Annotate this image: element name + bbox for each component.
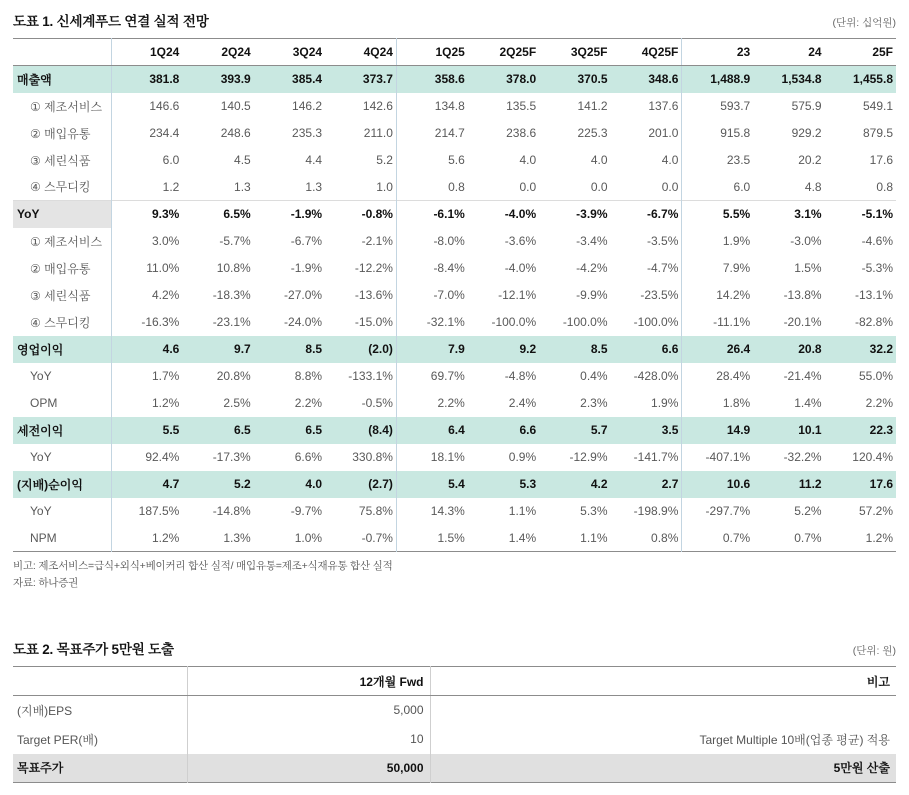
value-cell: 5,000 bbox=[187, 696, 430, 725]
table-row bbox=[13, 390, 896, 417]
header-row bbox=[13, 667, 896, 696]
value-cell: -4.2% bbox=[576, 261, 608, 275]
value-cell: 1.2% bbox=[152, 530, 180, 545]
column-header: 12개월 Fwd bbox=[187, 667, 430, 696]
row-label: (지배)순이익 bbox=[13, 471, 111, 498]
value-cell: 238.6 bbox=[506, 126, 537, 140]
value-cell: 10.8% bbox=[216, 261, 251, 275]
value-cell: -16.3% bbox=[141, 315, 180, 329]
figure1-section bbox=[13, 10, 896, 592]
value-cell: -17.3% bbox=[212, 450, 251, 464]
value-cell: 0.9% bbox=[508, 450, 537, 464]
value-cell: 135.5 bbox=[506, 99, 537, 113]
value-cell: 9.2 bbox=[468, 336, 539, 363]
value-cell: 1.3% bbox=[223, 530, 251, 545]
value-cell: 17.6 bbox=[869, 153, 893, 167]
target-price-table-body bbox=[13, 696, 896, 783]
value-cell: 915.8 bbox=[720, 126, 751, 140]
value-cell: -14.8% bbox=[212, 504, 251, 518]
value-cell: -1.9% bbox=[254, 201, 325, 228]
value-cell: 393.9 bbox=[182, 66, 253, 93]
value-cell: -6.7% bbox=[611, 201, 682, 228]
value-cell: -23.1% bbox=[212, 315, 251, 329]
value-cell: -20.1% bbox=[783, 315, 822, 329]
column-header: 4Q25F bbox=[611, 39, 682, 66]
table-row bbox=[13, 120, 896, 147]
value-cell: 26.4 bbox=[682, 336, 753, 363]
value-cell: 9.3% bbox=[111, 201, 182, 228]
value-cell: -27.0% bbox=[284, 288, 323, 302]
value-cell: 1.9% bbox=[611, 390, 682, 417]
value-cell: 57.2% bbox=[858, 504, 893, 518]
row-label: YoY bbox=[13, 444, 111, 471]
row-label: (지배)EPS bbox=[13, 696, 187, 725]
value-cell: -5.1% bbox=[825, 201, 896, 228]
row-label: 영업이익 bbox=[13, 336, 111, 363]
value-cell: -6.7% bbox=[290, 234, 323, 248]
value-cell: 4.0 bbox=[254, 471, 325, 498]
value-cell: 8.5 bbox=[254, 336, 325, 363]
value-cell: 1.0 bbox=[325, 174, 396, 201]
value-cell: 2.2% bbox=[294, 396, 323, 410]
value-cell: 381.8 bbox=[111, 66, 182, 93]
figure2-title: 도표 2. 목표주가 5만원 도출 bbox=[13, 642, 174, 657]
value-cell: 1.0% bbox=[294, 530, 323, 545]
value-cell: -297.7% bbox=[705, 504, 751, 518]
column-header: 25F bbox=[825, 39, 896, 66]
value-cell: 32.2 bbox=[825, 336, 896, 363]
value-cell: 5.6 bbox=[448, 153, 465, 167]
row-label: 목표주가 bbox=[13, 754, 187, 783]
value-cell: -23.5% bbox=[611, 282, 682, 309]
value-cell: 23.5 bbox=[726, 153, 751, 167]
value-cell: 142.6 bbox=[325, 93, 396, 120]
row-label: 매출액 bbox=[13, 66, 111, 93]
earnings-table-head bbox=[13, 39, 896, 66]
value-cell: 330.8% bbox=[325, 444, 396, 471]
value-cell: 593.7 bbox=[720, 99, 751, 113]
note-line: 비고: 제조서비스=급식+외식+베이커리 합산 실적/ 매입유통=제조+식재유통 합산 실적 bbox=[13, 560, 393, 572]
value-cell: -0.7% bbox=[325, 525, 396, 552]
column-header: 4Q24 bbox=[325, 39, 396, 66]
row-label: ④ 스무디킹 bbox=[13, 174, 111, 201]
value-cell: 2.4% bbox=[508, 396, 537, 410]
value-cell: -5.7% bbox=[219, 234, 251, 248]
value-cell: 1.2% bbox=[865, 530, 893, 545]
column-header: 23 bbox=[682, 39, 753, 66]
value-cell: 20.8% bbox=[216, 369, 251, 383]
column-header: 1Q25 bbox=[396, 39, 467, 66]
table-row bbox=[13, 282, 896, 309]
value-cell: 1,488.9 bbox=[682, 66, 753, 93]
value-cell: 137.6 bbox=[611, 93, 682, 120]
value-cell: 10.6 bbox=[682, 471, 753, 498]
figure2-header bbox=[13, 638, 896, 658]
value-cell: 0.7% bbox=[722, 530, 751, 545]
value-cell: 75.8% bbox=[325, 498, 396, 525]
value-cell: 0.0 bbox=[519, 179, 537, 194]
value-cell: 5.5% bbox=[682, 201, 753, 228]
figure1-title: 도표 1. 신세계푸드 연결 실적 전망 bbox=[13, 14, 209, 29]
value-cell: 11.0% bbox=[146, 261, 180, 275]
value-cell: -198.9% bbox=[611, 498, 682, 525]
value-cell: 5.2 bbox=[182, 471, 253, 498]
column-header bbox=[13, 667, 187, 696]
value-cell: -13.8% bbox=[783, 288, 822, 302]
value-cell: 1.2 bbox=[162, 179, 180, 194]
table-row bbox=[13, 255, 896, 282]
value-cell: 211.0 bbox=[325, 120, 396, 147]
table-row bbox=[13, 525, 896, 552]
value-cell: 4.0 bbox=[611, 147, 682, 174]
value-cell: 6.5 bbox=[254, 417, 325, 444]
value-cell: 1.8% bbox=[722, 396, 751, 410]
value-cell: 4.6 bbox=[111, 336, 182, 363]
value-cell: -100.0% bbox=[611, 309, 682, 336]
value-cell: 4.2% bbox=[152, 288, 180, 302]
value-cell: 6.0 bbox=[162, 153, 180, 167]
note-line: 자료: 하나증권 bbox=[13, 577, 79, 589]
value-cell: 5.5 bbox=[111, 417, 182, 444]
value-cell: -32.2% bbox=[783, 450, 822, 464]
value-cell: 348.6 bbox=[611, 66, 682, 93]
row-label: 세전이익 bbox=[13, 417, 111, 444]
value-cell: 575.9 bbox=[791, 99, 822, 113]
note-cell: 5만원 산출 bbox=[430, 754, 896, 783]
value-cell: 14.3% bbox=[430, 504, 465, 518]
value-cell: 7.9% bbox=[722, 261, 751, 275]
row-label: ④ 스무디킹 bbox=[13, 309, 111, 336]
value-cell: 385.4 bbox=[254, 66, 325, 93]
value-cell: 2.5% bbox=[223, 396, 251, 410]
value-cell: 5.3 bbox=[468, 471, 539, 498]
value-cell: 14.2% bbox=[716, 288, 751, 302]
value-cell: 3.5 bbox=[611, 417, 682, 444]
value-cell: 14.9 bbox=[682, 417, 753, 444]
value-cell: 1,455.8 bbox=[825, 66, 896, 93]
value-cell: -1.9% bbox=[290, 261, 323, 275]
row-label-header bbox=[13, 39, 111, 66]
value-cell: -4.0% bbox=[504, 261, 537, 275]
value-cell: 373.7 bbox=[325, 66, 396, 93]
value-cell: 11.2 bbox=[753, 471, 824, 498]
value-cell: -13.6% bbox=[325, 282, 396, 309]
value-cell: -8.4% bbox=[433, 261, 465, 275]
table-row bbox=[13, 93, 896, 120]
value-cell: 248.6 bbox=[220, 126, 251, 140]
earnings-forecast-table bbox=[13, 38, 896, 552]
figure2-unit-label: (단위: 원) bbox=[852, 645, 896, 657]
value-cell: -4.6% bbox=[861, 234, 893, 248]
table-row bbox=[13, 174, 896, 201]
column-header: 3Q25F bbox=[539, 39, 610, 66]
value-cell: 3.0% bbox=[152, 234, 180, 248]
target-price-table bbox=[13, 666, 896, 783]
value-cell: 2.3% bbox=[580, 396, 608, 410]
value-cell: 5.3% bbox=[580, 504, 608, 518]
value-cell: 3.1% bbox=[753, 201, 824, 228]
value-cell: -6.1% bbox=[396, 201, 467, 228]
row-label: ① 제조서비스 bbox=[13, 93, 111, 120]
value-cell: 20.2 bbox=[798, 153, 822, 167]
value-cell: -32.1% bbox=[426, 315, 465, 329]
note-cell bbox=[430, 696, 896, 725]
value-cell: 4.8 bbox=[804, 179, 822, 194]
value-cell: 929.2 bbox=[791, 126, 822, 140]
value-cell: 358.6 bbox=[396, 66, 467, 93]
figure1-notes bbox=[13, 558, 896, 592]
value-cell: 50,000 bbox=[187, 754, 430, 783]
value-cell: 1.5% bbox=[794, 261, 822, 275]
table-row bbox=[13, 309, 896, 336]
value-cell: 28.4% bbox=[716, 369, 751, 383]
value-cell: (2.7) bbox=[325, 471, 396, 498]
row-label: Target PER(배) bbox=[13, 725, 187, 754]
value-cell: 8.5 bbox=[539, 336, 610, 363]
value-cell: 7.9 bbox=[396, 336, 467, 363]
value-cell: 5.4 bbox=[396, 471, 467, 498]
column-header: 24 bbox=[753, 39, 824, 66]
value-cell: 20.8 bbox=[753, 336, 824, 363]
value-cell: -12.2% bbox=[325, 255, 396, 282]
value-cell: -4.7% bbox=[611, 255, 682, 282]
table-row bbox=[13, 201, 896, 228]
value-cell: 6.0 bbox=[733, 179, 751, 194]
value-cell: 8.8% bbox=[294, 369, 323, 383]
value-cell: -407.1% bbox=[705, 450, 751, 464]
value-cell: 1.1% bbox=[508, 504, 537, 518]
value-cell: 0.8 bbox=[448, 179, 465, 194]
value-cell: 1.9% bbox=[722, 234, 751, 248]
value-cell: 1.3 bbox=[305, 179, 323, 194]
earnings-table-body bbox=[13, 66, 896, 552]
table-row bbox=[13, 363, 896, 390]
value-cell: -11.1% bbox=[713, 315, 751, 329]
value-cell: -100.0% bbox=[491, 315, 537, 329]
value-cell: 879.5 bbox=[862, 126, 893, 140]
value-cell: 146.2 bbox=[292, 99, 323, 113]
value-cell: -7.0% bbox=[433, 288, 465, 302]
value-cell: 6.5% bbox=[182, 201, 253, 228]
row-label: ③ 세린식품 bbox=[13, 147, 111, 174]
row-label: ③ 세린식품 bbox=[13, 282, 111, 309]
value-cell: 5.2 bbox=[325, 147, 396, 174]
value-cell: -15.0% bbox=[325, 309, 396, 336]
value-cell: -9.7% bbox=[290, 504, 323, 518]
value-cell: 0.0 bbox=[590, 179, 608, 194]
table-row bbox=[13, 336, 896, 363]
value-cell: -24.0% bbox=[284, 315, 323, 329]
value-cell: 1,534.8 bbox=[753, 66, 824, 93]
figure2-section bbox=[13, 638, 896, 783]
table-row bbox=[13, 725, 896, 754]
value-cell: 1.4% bbox=[508, 530, 537, 545]
column-header: 비고 bbox=[430, 667, 896, 696]
value-cell: 1.4% bbox=[794, 396, 822, 410]
value-cell: 17.6 bbox=[825, 471, 896, 498]
value-cell: 6.4 bbox=[396, 417, 467, 444]
figure1-unit-label: (단위: 십억원) bbox=[832, 17, 896, 29]
value-cell: 0.4% bbox=[580, 369, 608, 383]
value-cell: -100.0% bbox=[562, 315, 608, 329]
value-cell: 370.5 bbox=[539, 66, 610, 93]
value-cell: 4.2 bbox=[539, 471, 610, 498]
value-cell: -141.7% bbox=[611, 444, 682, 471]
value-cell: 4.0 bbox=[590, 153, 608, 167]
row-label: ② 매입유통 bbox=[13, 120, 111, 147]
target-price-table-head bbox=[13, 667, 896, 696]
value-cell: 92.4% bbox=[145, 450, 180, 464]
value-cell: 5.7 bbox=[539, 417, 610, 444]
row-label: YoY bbox=[13, 201, 111, 228]
value-cell: -2.1% bbox=[325, 228, 396, 255]
value-cell: 18.1% bbox=[430, 450, 465, 464]
table-row bbox=[13, 754, 896, 783]
value-cell: 9.7 bbox=[182, 336, 253, 363]
column-header: 3Q24 bbox=[254, 39, 325, 66]
value-cell: -13.1% bbox=[854, 288, 893, 302]
value-cell: -82.8% bbox=[854, 315, 893, 329]
row-label: YoY bbox=[13, 363, 111, 390]
value-cell: -0.5% bbox=[325, 390, 396, 417]
value-cell: 549.1 bbox=[862, 99, 893, 113]
value-cell: 1.2% bbox=[152, 396, 180, 410]
value-cell: 55.0% bbox=[858, 369, 893, 383]
value-cell: 201.0 bbox=[611, 120, 682, 147]
row-label: ① 제조서비스 bbox=[13, 228, 111, 255]
table-row bbox=[13, 471, 896, 498]
value-cell: 134.8 bbox=[434, 99, 465, 113]
value-cell: 4.5 bbox=[234, 153, 251, 167]
column-header: 1Q24 bbox=[111, 39, 182, 66]
value-cell: -3.6% bbox=[504, 234, 537, 248]
value-cell: 146.6 bbox=[149, 99, 180, 113]
value-cell: 214.7 bbox=[434, 126, 465, 140]
value-cell: 6.6 bbox=[611, 336, 682, 363]
value-cell: -428.0% bbox=[611, 363, 682, 390]
header-row bbox=[13, 39, 896, 66]
value-cell: 6.6 bbox=[468, 417, 539, 444]
value-cell: 141.2 bbox=[577, 99, 608, 113]
value-cell: 4.4 bbox=[305, 153, 323, 167]
value-cell: 378.0 bbox=[468, 66, 539, 93]
value-cell: -18.3% bbox=[212, 288, 251, 302]
value-cell: 6.5 bbox=[182, 417, 253, 444]
value-cell: 10.1 bbox=[753, 417, 824, 444]
value-cell: 1.7% bbox=[152, 369, 180, 383]
row-label: YoY bbox=[13, 498, 111, 525]
value-cell: 1.1% bbox=[580, 530, 608, 545]
value-cell: 234.4 bbox=[149, 126, 180, 140]
value-cell: 2.2% bbox=[437, 396, 465, 410]
note-cell: Target Multiple 10배(업종 평균) 적용 bbox=[699, 732, 890, 747]
value-cell: 1.3 bbox=[234, 179, 251, 194]
table-row bbox=[13, 696, 896, 725]
value-cell: 10 bbox=[187, 725, 430, 754]
value-cell: -3.5% bbox=[611, 228, 682, 255]
value-cell: 2.2% bbox=[865, 396, 893, 410]
value-cell: -3.9% bbox=[539, 201, 610, 228]
value-cell: -5.3% bbox=[861, 261, 893, 275]
value-cell: 4.0 bbox=[519, 153, 537, 167]
value-cell: -0.8% bbox=[325, 201, 396, 228]
value-cell: 69.7% bbox=[430, 369, 465, 383]
table-row bbox=[13, 444, 896, 471]
value-cell: 5.2% bbox=[794, 504, 822, 518]
value-cell: -21.4% bbox=[783, 369, 822, 383]
value-cell: (8.4) bbox=[325, 417, 396, 444]
value-cell: -12.1% bbox=[498, 288, 537, 302]
value-cell: 0.8 bbox=[876, 179, 893, 194]
table-row bbox=[13, 147, 896, 174]
value-cell: 1.5% bbox=[437, 530, 465, 545]
value-cell: 6.6% bbox=[294, 450, 323, 464]
value-cell: -133.1% bbox=[325, 363, 396, 390]
table-row bbox=[13, 417, 896, 444]
value-cell: 187.5% bbox=[138, 504, 180, 518]
value-cell: -4.8% bbox=[504, 369, 537, 383]
value-cell: -3.0% bbox=[790, 234, 822, 248]
column-header: 2Q24 bbox=[182, 39, 253, 66]
value-cell: (2.0) bbox=[325, 336, 396, 363]
value-cell: 225.3 bbox=[577, 126, 608, 140]
value-cell: 0.0 bbox=[611, 174, 682, 201]
value-cell: -4.0% bbox=[468, 201, 539, 228]
value-cell: -9.9% bbox=[576, 288, 608, 302]
row-label: ② 매입유통 bbox=[13, 255, 111, 282]
value-cell: 140.5 bbox=[220, 99, 251, 113]
column-header: 2Q25F bbox=[468, 39, 539, 66]
value-cell: 4.7 bbox=[111, 471, 182, 498]
value-cell: 0.7% bbox=[794, 530, 822, 545]
table-row bbox=[13, 228, 896, 255]
value-cell: 0.8% bbox=[611, 525, 682, 552]
value-cell: -3.4% bbox=[576, 234, 608, 248]
row-label: OPM bbox=[13, 390, 111, 417]
value-cell: -12.9% bbox=[569, 450, 608, 464]
value-cell: 22.3 bbox=[825, 417, 896, 444]
row-label: NPM bbox=[13, 525, 111, 552]
value-cell: 2.7 bbox=[611, 471, 682, 498]
table-row bbox=[13, 498, 896, 525]
value-cell: 235.3 bbox=[292, 126, 323, 140]
value-cell: 120.4% bbox=[852, 450, 893, 464]
figure1-header bbox=[13, 10, 896, 30]
value-cell: -8.0% bbox=[433, 234, 465, 248]
table-row bbox=[13, 66, 896, 93]
